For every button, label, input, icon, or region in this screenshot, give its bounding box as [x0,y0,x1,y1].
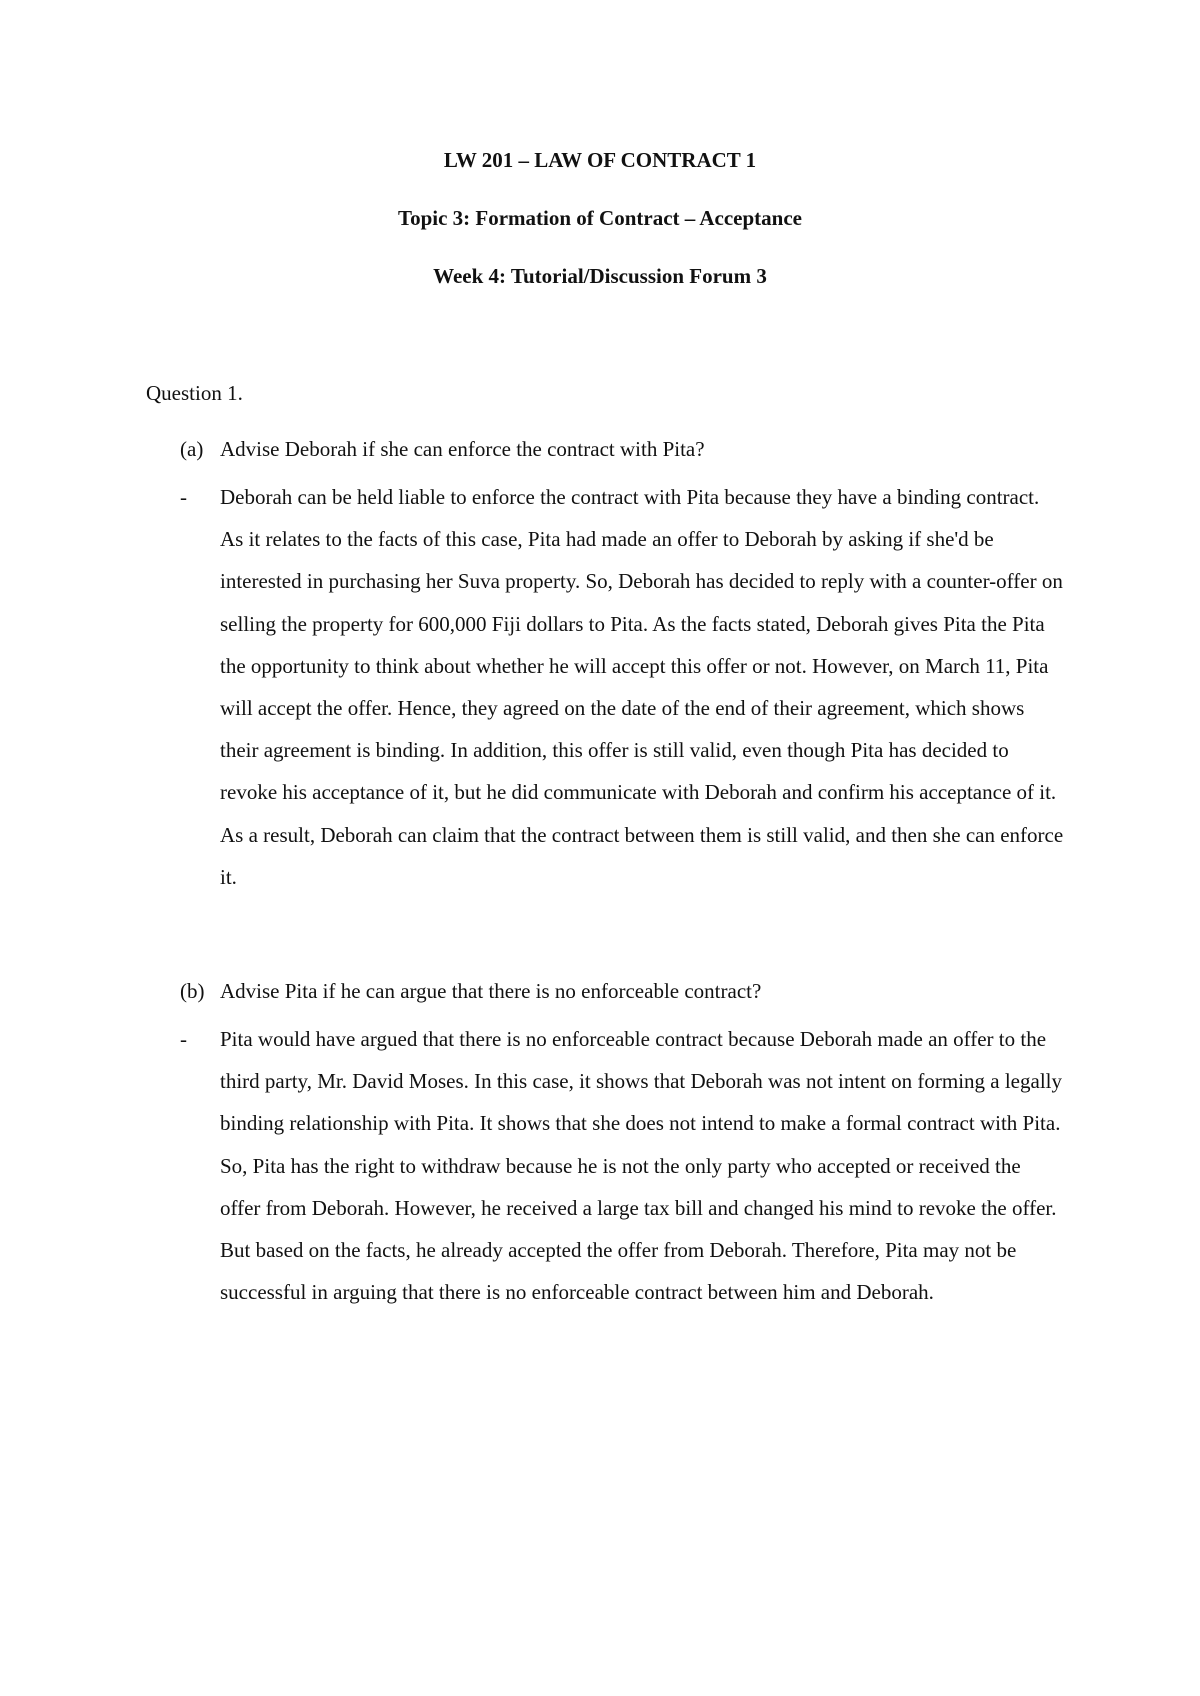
part-b-prompt: Advise Pita if he can argue that there is no enforceable contract? [220,979,762,1003]
part-a-bullet: - [180,485,187,509]
question-label: Question 1. [146,381,243,405]
week-title: Week 4: Tutorial/Discussion Forum 3 [433,264,767,288]
question-part-b [180,976,1080,1313]
part-b-prompt-line [180,976,1080,1006]
part-a-answer-block [180,476,1080,898]
part-b-marker: (b) [180,979,205,1003]
part-b-answer-block [180,1018,1080,1313]
part-a-answer: Deborah can be held liable to enforce the contract with Pita because they have a binding contract. As it relates to the facts of this case, Pita had made an offer to Deborah by asking if she'd be interested in purchasing her Suva property. So, Deborah has decided to reply with a counter-offer on selling the property for 600,000 Fiji dollars to Pita. As the facts stated, Deborah gives Pita the Pita the opportunity to think about whether he will accept this offer or not. However, on March 11, Pita will accept the offer. Hence, they agreed on the date of the end of their agreement, which shows their agreement is binding. In addition, this offer is still valid, even though Pita has decided to revoke his acceptance of it, but he did communicate with Deborah and confirm his acceptance of it. As a result, Deborah can claim that the contract between them is still valid, and then she can enforce it. [220,485,1064,889]
part-b-bullet: - [180,1027,187,1051]
part-a-prompt: Advise Deborah if she can enforce the contract with Pita? [220,437,705,461]
topic-title: Topic 3: Formation of Contract – Acceptance [398,206,802,230]
part-a-marker: (a) [180,437,204,461]
part-a-prompt-line [180,434,1080,464]
part-b-answer: Pita would have argued that there is no enforceable contract because Deborah made an offer to the third party, Mr. David Moses. In this case, it shows that Deborah was not intent on forming a legally binding relationship with Pita. It shows that she does not intend to make a formal contract with Pita. So, Pita has the right to withdraw because he is not the only party who accepted or received the offer from Deborah. However, he received a large tax bill and changed his mind to revoke the offer. But based on the facts, he already accepted the offer from Deborah. Therefore, Pita may not be successful in arguing that there is no enforceable contract between him and Deborah. [220,1027,1062,1305]
question-part-a [180,434,1080,898]
course-title: LW 201 – LAW OF CONTRACT 1 [443,148,757,172]
